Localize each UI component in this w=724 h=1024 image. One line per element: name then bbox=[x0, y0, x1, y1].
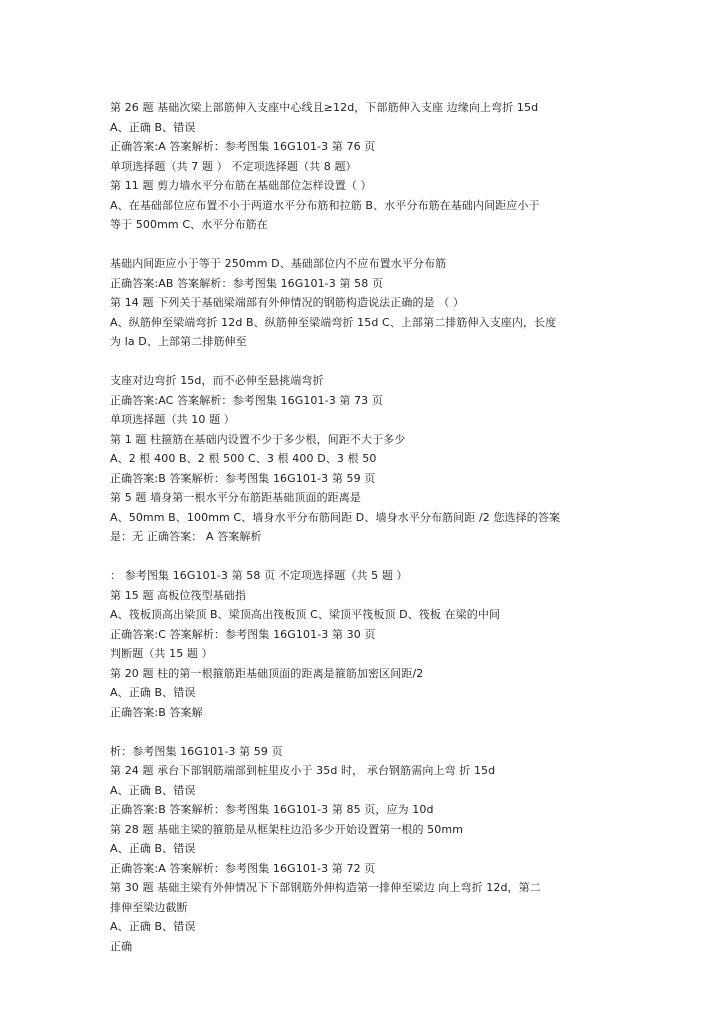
document-body bbox=[110, 98, 620, 956]
blank-line bbox=[110, 722, 620, 742]
text-line: ： 参考图集 16G101-3 第 58 页 不定项选择题（共 5 题 ） bbox=[110, 569, 408, 582]
text-line: 单项选择题（共 10 题 ） bbox=[110, 413, 235, 426]
blank-line bbox=[110, 547, 620, 567]
text-line: 正确答案:C 答案解析：参考图集 16G101-3 第 30 页 bbox=[110, 627, 376, 641]
text-line: 正确答案:B 答案解析：参考图集 16G101-3 第 85 页，应为 10d bbox=[110, 803, 434, 816]
text-line: 第 5 题 墙身第一根水平分布筋距基础顶面的距离是 bbox=[110, 491, 361, 504]
text-line: 正确答案:B 答案解析：参考图集 16G101-3 第 59 页 bbox=[110, 471, 376, 485]
text-line: 析：参考图集 16G101-3 第 59 页 bbox=[110, 744, 283, 758]
text-line: A、正确 B、错误 bbox=[110, 842, 196, 855]
text-line: 第 15 题 高板位筏型基础指 bbox=[110, 588, 246, 602]
text-line: 正确答案:A 答案解析：参考图集 16G101-3 第 72 页 bbox=[110, 861, 376, 875]
text-line: 是：无 正确答案： A 答案解析 bbox=[110, 530, 262, 543]
text-line: 第 24 题 承台下部钢筋端部到桩里皮小于 35d 时， 承台钢筋需向上弯 折 15d bbox=[110, 764, 496, 777]
blank-line bbox=[110, 235, 620, 255]
text-line: 第 20 题 柱的第一根箍筋距基础顶面的距离是箍筋加密区间距/2 bbox=[110, 666, 424, 680]
text-line: 判断题（共 15 题 ） bbox=[110, 647, 213, 660]
text-line: 正确答案:AB 答案解析：参考图集 16G101-3 第 58 页 bbox=[110, 276, 384, 290]
text-line: 正确答案:AC 答案解析：参考图集 16G101-3 第 73 页 bbox=[110, 393, 383, 407]
text-line: 为 la D、上部第二排筋伸至 bbox=[110, 335, 247, 348]
text-line: A、正确 B、错误 bbox=[110, 783, 196, 797]
text-line: 第 14 题 下列关于基础梁端部有外伸情况的钢筋构造说法正确的是 （ ） bbox=[110, 296, 465, 309]
text-line: 正确答案:A 答案解析：参考图集 16G101-3 第 76 页 bbox=[110, 140, 376, 153]
text-line: 第 11 题 剪力墙水平分布筋在基础部位怎样设置（ ） bbox=[110, 179, 372, 192]
text-line: A、在基础部位应布置不小于两道水平分布筋和拉筋 B、水平分布筋在基础内间距应小于 bbox=[110, 198, 540, 212]
text-line: A、纵筋伸至梁端弯折 12d B、纵筋伸至梁端弯折 15d C、上部第二排筋伸入支座内，长度 bbox=[110, 315, 557, 329]
text-line: A、50mm B、100mm C、墙身水平分布筋间距 D、墙身水平分布筋间距 /2 您选择的答案 bbox=[110, 510, 561, 524]
text-line: A、正确 B、错误 bbox=[110, 686, 196, 699]
text-line: 单项选择题（共 7 题 ） 不定项选择题（共 8 题） bbox=[110, 159, 357, 173]
text-line: A、正确 B、错误 bbox=[110, 120, 196, 134]
text-line: A、筏板顶高出梁顶 B、梁顶高出筏板顶 C、梁顶平筏板顶 D、筏板 在梁的中间 bbox=[110, 608, 501, 621]
blank-line bbox=[110, 352, 620, 372]
text-line: 支座对边弯折 15d，而不必伸至悬挑端弯折 bbox=[110, 374, 324, 387]
text-line: 第 1 题 柱箍筋在基础内设置不少于多少根，间距不大于多少 bbox=[110, 432, 406, 446]
text-line: A、2 根 400 B、2 根 500 C、3 根 400 D、3 根 50 bbox=[110, 452, 377, 465]
text-line: 等于 500mm C、水平分布筋在 bbox=[110, 218, 268, 231]
text-line: 排伸至梁边截断 bbox=[110, 900, 188, 914]
text-line: 基础内间距应小于等于 250mm D、基础部位内不应布置水平分布筋 bbox=[110, 257, 447, 270]
text-line: 正确答案:B 答案解 bbox=[110, 705, 203, 719]
text-line: A、正确 B、错误 bbox=[110, 920, 196, 933]
text-line: 正确 bbox=[110, 939, 133, 953]
text-line: 第 28 题 基础主梁的箍筋是从框架柱边沿多少开始设置第一根的 50mm bbox=[110, 822, 464, 836]
text-line: 第 30 题 基础主梁有外伸情况下下部钢筋外伸构造第一排伸至梁边 向上弯折 12d，第二 bbox=[110, 881, 541, 894]
text-line: 第 26 题 基础次梁上部筋伸入支座中心线且≥12d，下部筋伸入支座 边缘向上弯折 15d bbox=[110, 101, 539, 114]
